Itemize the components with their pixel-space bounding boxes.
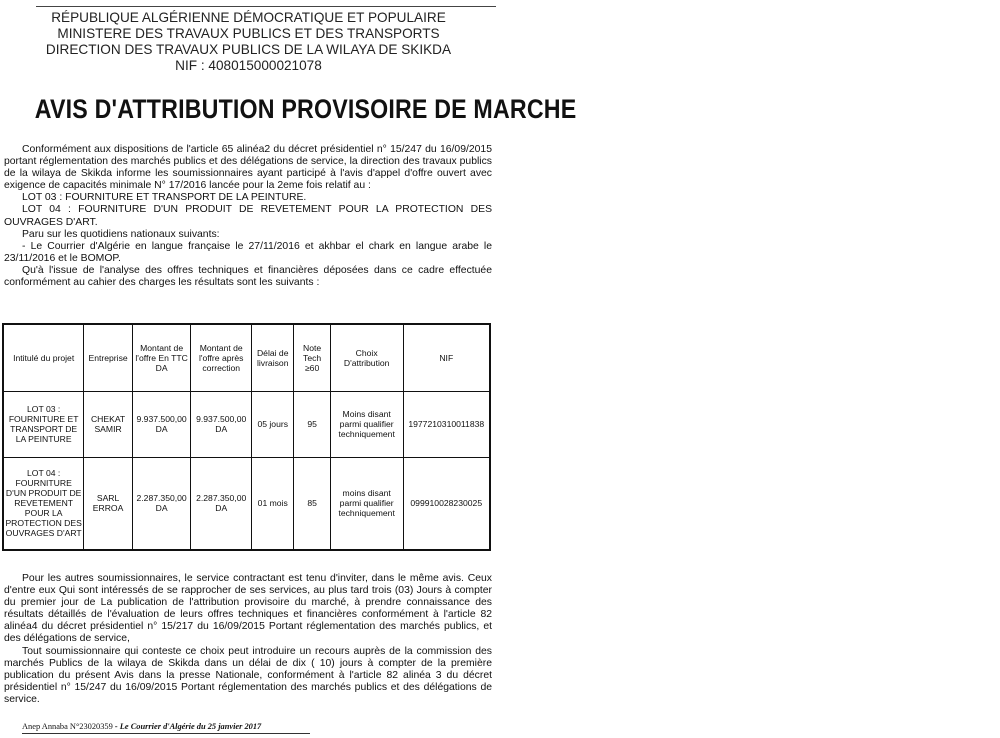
header-cell: Note Tech ≥60 [294,324,330,391]
lot-03-line: LOT 03 : FOURNITURE ET TRANSPORT DE LA PEINTURE. [22,192,307,204]
top-rule [36,6,496,7]
intro-text [4,144,492,289]
intro-paragraph: Conformément aux dispositions de l'article 65 alinéa2 du décret présidentiel n° 15/247 du 16/09/2015 portant réglementation des marchés publics et des délégations de service, la direction des travaux publics de la wilaya de Skikda informe les soumissionnaires ayant participé à l'avis d'appel d'offre ouvert avec exigence de capacités minimale N° 17/2016 lancée pour la 2eme fois relatif au : [4,144,492,192]
results-table [2,323,491,551]
table-row [3,391,490,457]
header-line-nif: NIF : 408015000021078 [175,58,322,73]
header-line-direction: DIRECTION DES TRAVAUX PUBLICS DE LA WILAYA DE SKIKDA [45,42,452,57]
table-cell: 9.937.500,00 DA [132,391,191,457]
table-cell: Moins disant parmi qualifier techniquement [330,391,403,457]
table-cell: CHEKAT SAMIR [84,391,132,457]
header-cell: Montant de l'offre après correction [191,324,252,391]
closing-paragraph-2: Tout soumissionnaire qui conteste ce choix peut introduire un recours auprès de la commission des marchés Publics de la wilaya de Skikda dans un délai de dix ( 10) jours à compter de la première publication du présent Avis dans la presse Nationale, conformément à l'article 82 alinéa 3 du décret présidentiel n° 15/247 du 16/09/2015 Portant réglementation des marchés publics et des délégations de service. [4,645,492,705]
header-cell: Montant de l'offre En TTC DA [132,324,191,391]
table-cell: 2.287.350,00 DA [132,457,191,550]
lot-04-line: LOT 04 : FOURNITURE D'UN PRODUIT DE REVETEMENT POUR LA PROTECTION DES OUVRAGES D'ART. [4,204,492,228]
table-cell: 01 mois [252,457,294,550]
newspaper-line: - Le Courrier d'Algérie en langue française le 27/11/2016 et akhbar el chark en langue arabe le 23/11/2016 et le BOMOP. [4,240,492,264]
table-row [3,457,490,550]
footer [22,722,261,731]
footer-ref: Anep Annaba N°23020359 [22,722,113,731]
table-cell: 9.937.500,00 DA [191,391,252,457]
results-intro-line: Qu'à l'issue de l'analyse des offres techniques et financières déposées dans ce cadre effectuée conformément au cahier des charges les résultats sont les suivants : [4,264,492,289]
table-cell: 1977210310011838 [403,391,490,457]
closing-text [4,573,492,706]
table-header-row [3,324,490,391]
header-block [0,10,497,74]
table-cell: SARL ERROA [84,457,132,550]
notice-title: AVIS D'ATTRIBUTION PROVISOIRE DE MARCHE [34,94,577,124]
header-line-republic: RÉPUBLIQUE ALGÉRIENNE DÉMOCRATIQUE ET POPULAIRE [51,10,446,25]
table-cell: 95 [294,391,330,457]
header-cell: Entreprise [84,324,132,391]
table-cell: 85 [294,457,330,550]
table-cell: LOT 04 : FOURNITURE D'UN PRODUIT DE REVETEMENT POUR LA PROTECTION DES OUVRAGES D'ART [3,457,84,550]
table-cell: 099910028230025 [403,457,490,550]
header-cell: Choix D'attribution [330,324,403,391]
bottom-rule [22,733,310,734]
header-cell: Délai de livraison [252,324,294,391]
table-cell: LOT 03 : FOURNITURE ET TRANSPORT DE LA PEINTURE [3,391,84,457]
paru-line: Paru sur les quotidiens nationaux suivants: [22,228,220,240]
closing-paragraph-1: Pour les autres soumissionnaires, le service contractant est tenu d'inviter, dans le même avis. Ceux d'entre eux Qui sont intéressés de se rapprocher de ses services, au plus tard trois (03) Jours à compter du premier jour de La publication de l'attribution provisoire du marché, à prendre connaissance des résultats détaillés de l'évaluation de leurs offres techniques et financières conformément à l'article 82 alinéa4 du décret présidentiel n° 15/217 du 16/09/2015 Portant réglementation des marchés publics, et des délégations de service, [4,573,492,645]
footer-source: - Le Courrier d'Algérie du 25 janvier 2017 [114,722,262,731]
header-line-ministry: MINISTERE DES TRAVAUX PUBLICS ET DES TRANSPORTS [57,26,440,41]
table-cell: 2.287.350,00 DA [191,457,252,550]
header-cell: NIF [403,324,490,391]
table-cell: 05 jours [252,391,294,457]
header-cell: Intitulé du projet [3,324,84,391]
table-cell: moins disant parmi qualifier techniquement [330,457,403,550]
